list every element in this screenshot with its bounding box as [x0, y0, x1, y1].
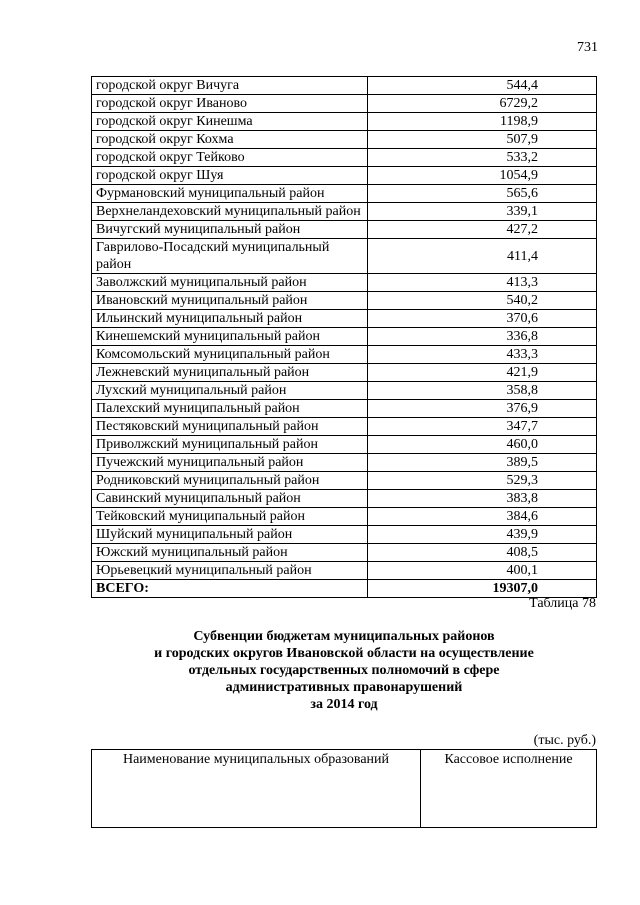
- table-row: [92, 400, 597, 418]
- amount-value: 383,8: [368, 490, 597, 508]
- amount-value: 433,3: [368, 346, 597, 364]
- amount-value: 411,4: [368, 239, 597, 274]
- units-label: (тыс. руб.): [533, 733, 596, 748]
- amount-value: 565,6: [368, 185, 597, 203]
- municipality-name: Лухский муниципальный район: [92, 382, 368, 400]
- municipality-name: городской округ Иваново: [92, 95, 368, 113]
- amount-value: 370,6: [368, 310, 597, 328]
- table-row: [92, 364, 597, 382]
- table-78-header: [91, 749, 597, 828]
- municipality-name: Ильинский муниципальный район: [92, 310, 368, 328]
- amount-value: 540,2: [368, 292, 597, 310]
- amount-value: 529,3: [368, 472, 597, 490]
- table-label: Таблица 78: [529, 596, 596, 611]
- municipality-name: Пучежский муниципальный район: [92, 454, 368, 472]
- municipality-name: Приволжский муниципальный район: [92, 436, 368, 454]
- table-row: [92, 167, 597, 185]
- municipality-name: городской округ Шуя: [92, 167, 368, 185]
- amount-value: 427,2: [368, 221, 597, 239]
- table-row: [92, 149, 597, 167]
- municipality-name: Гаврилово-Посадский муниципальный район: [92, 239, 368, 274]
- municipality-name: Родниковский муниципальный район: [92, 472, 368, 490]
- municipality-name: Лежневский муниципальный район: [92, 364, 368, 382]
- amount-value: 347,7: [368, 418, 597, 436]
- table-row: [92, 95, 597, 113]
- table-row: [92, 113, 597, 131]
- municipality-name: Юрьевецкий муниципальный район: [92, 562, 368, 580]
- table-row: [92, 544, 597, 562]
- table-row: [92, 221, 597, 239]
- amount-value: 400,1: [368, 562, 597, 580]
- amount-value: 389,5: [368, 454, 597, 472]
- municipality-name: Шуйский муниципальный район: [92, 526, 368, 544]
- table-row: [92, 382, 597, 400]
- amount-value: 439,9: [368, 526, 597, 544]
- table-row: [92, 203, 597, 221]
- municipality-name: городской округ Кохма: [92, 131, 368, 149]
- table-row: [92, 131, 597, 149]
- municipality-name: Комсомольский муниципальный район: [92, 346, 368, 364]
- amount-value: 6729,2: [368, 95, 597, 113]
- amount-value: 460,0: [368, 436, 597, 454]
- header-row: [92, 750, 597, 828]
- amount-value: 408,5: [368, 544, 597, 562]
- amount-value: 421,9: [368, 364, 597, 382]
- table-row: [92, 274, 597, 292]
- heading-line: Субвенции бюджетам муниципальных районов: [193, 629, 495, 644]
- amount-value: 384,6: [368, 508, 597, 526]
- total-row: [92, 580, 597, 598]
- table-row: [92, 346, 597, 364]
- table-row: [92, 418, 597, 436]
- table-row: [92, 292, 597, 310]
- municipality-name: городской округ Вичуга: [92, 77, 368, 95]
- table-row: [92, 436, 597, 454]
- heading-line: отдельных государственных полномочий в сфере: [188, 663, 500, 678]
- amount-value: 336,8: [368, 328, 597, 346]
- table-row: [92, 472, 597, 490]
- total-value: 19307,0: [368, 580, 597, 598]
- amount-value: 1198,9: [368, 113, 597, 131]
- amount-value: 413,3: [368, 274, 597, 292]
- amount-value: 507,9: [368, 131, 597, 149]
- municipality-name: Палехский муниципальный район: [92, 400, 368, 418]
- table-row: [92, 77, 597, 95]
- amount-value: 533,2: [368, 149, 597, 167]
- table-row: [92, 310, 597, 328]
- heading-line: за 2014 год: [310, 697, 378, 712]
- municipality-name: Тейковский муниципальный район: [92, 508, 368, 526]
- table-row: [92, 185, 597, 203]
- municipality-name: городской округ Тейково: [92, 149, 368, 167]
- municipality-name: Ивановский муниципальный район: [92, 292, 368, 310]
- total-label: ВСЕГО:: [92, 580, 368, 598]
- municipality-name: Савинский муниципальный район: [92, 490, 368, 508]
- table-row: [92, 490, 597, 508]
- header-municipality: Наименование муниципальных образований: [92, 750, 421, 828]
- municipality-name: Заволжский муниципальный район: [92, 274, 368, 292]
- table-row: [92, 454, 597, 472]
- amount-value: 1054,9: [368, 167, 597, 185]
- table-heading: [91, 628, 597, 713]
- heading-line: административных правонарушений: [225, 680, 463, 695]
- table-row: [92, 562, 597, 580]
- municipality-name: Кинешемский муниципальный район: [92, 328, 368, 346]
- table-row: [92, 526, 597, 544]
- table-row: [92, 508, 597, 526]
- heading-line: и городских округов Ивановской области на осуществление: [154, 646, 534, 661]
- municipality-name: Верхнеландеховский муниципальный район: [92, 203, 368, 221]
- municipality-name: Фурмановский муниципальный район: [92, 185, 368, 203]
- subvention-table-continued: [91, 76, 597, 598]
- municipality-name: Южский муниципальный район: [92, 544, 368, 562]
- municipality-name: Вичугский муниципальный район: [92, 221, 368, 239]
- amount-value: 544,4: [368, 77, 597, 95]
- amount-value: 358,8: [368, 382, 597, 400]
- municipality-name: Пестяковский муниципальный район: [92, 418, 368, 436]
- municipality-name: городской округ Кинешма: [92, 113, 368, 131]
- table-row: [92, 239, 597, 274]
- table-row: [92, 328, 597, 346]
- amount-value: 376,9: [368, 400, 597, 418]
- header-cash-execution: Кассовое исполнение: [421, 750, 597, 828]
- page-number: 731: [577, 40, 598, 55]
- table-body: [92, 77, 597, 598]
- amount-value: 339,1: [368, 203, 597, 221]
